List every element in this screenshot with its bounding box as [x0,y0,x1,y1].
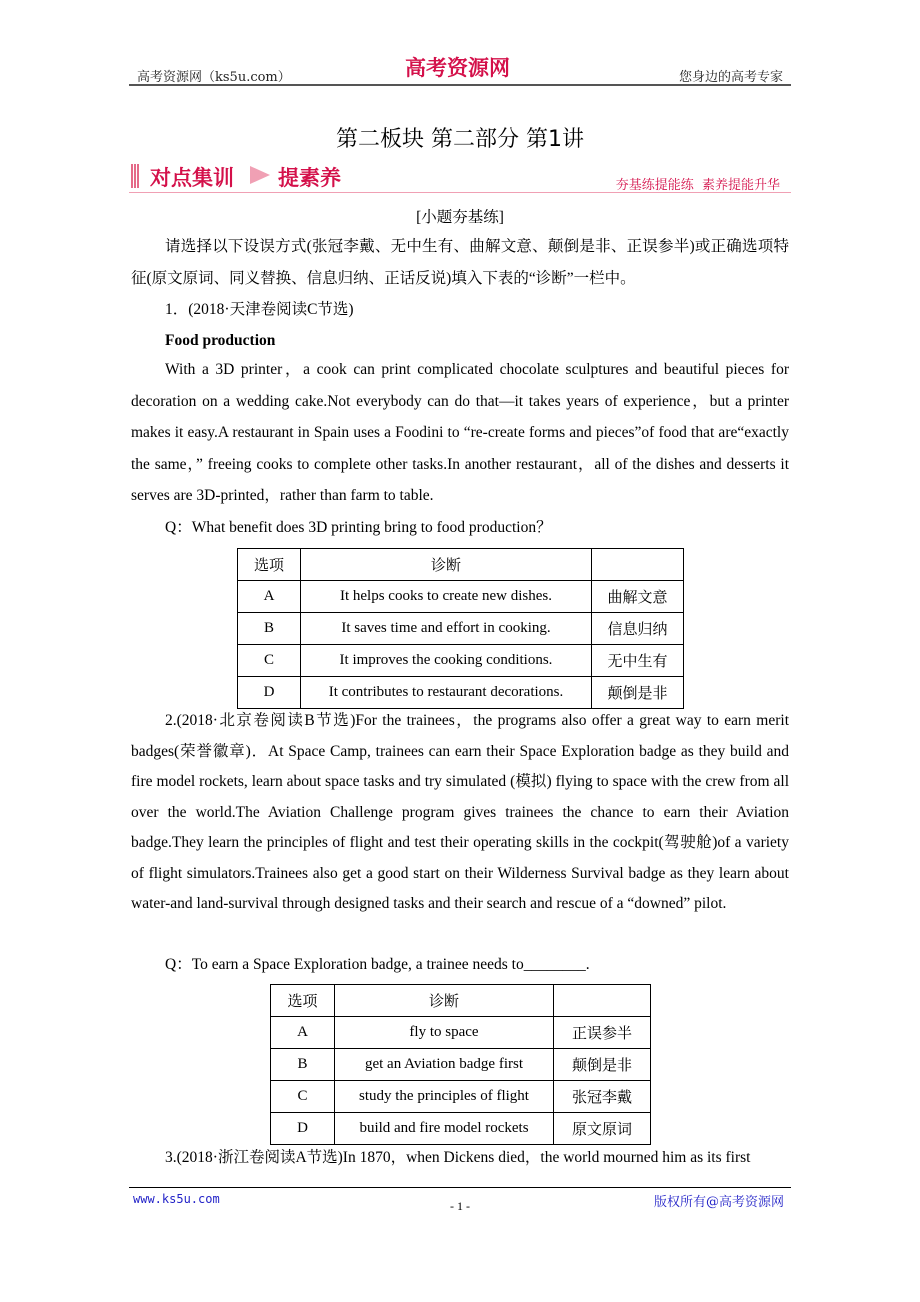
option-cell: C [238,645,301,677]
option-cell: C [271,1081,335,1113]
table-row [271,1049,651,1081]
diagnosis-cell: 颠倒是非 [592,677,684,709]
table-row [238,581,684,613]
banner-right: 提素养 [278,166,341,190]
banner-rule [129,192,791,193]
table-row [238,645,684,677]
footer-copyright: 版权所有@高考资源网 [653,1195,784,1210]
header-slogan: 您身边的高考专家 [678,70,783,85]
diagnosis-cell: 颠倒是非 [554,1049,651,1081]
option-text: It saves time and effort in cooking. [301,613,592,645]
option-text: It helps cooks to create new dishes. [301,581,592,613]
q1-heading: Food production [165,332,276,349]
option-cell: B [238,613,301,645]
table-header [592,549,684,581]
banner-bar-icon [131,164,139,188]
diagnosis-cell: 信息归纳 [592,613,684,645]
table-header-row [238,549,684,581]
diagnosis-cell: 无中生有 [592,645,684,677]
q1-source: 1．(2018·天津卷阅读C节选) [165,301,354,318]
table-header-row [271,985,651,1017]
option-text: It contributes to restaurant decorations. [301,677,592,709]
diagnosis-cell: 原文原词 [554,1113,651,1145]
table-header [554,985,651,1017]
section-label: [小题夯基练] [416,209,504,226]
table-header: 诊断 [301,549,592,581]
table-header: 诊断 [335,985,554,1017]
table-row [271,1017,651,1049]
option-text: It improves the cooking conditions. [301,645,592,677]
header-site-name: 高考资源网（ks5u.com） [137,70,291,85]
diagnosis-cell: 正误参半 [554,1017,651,1049]
option-cell: A [271,1017,335,1049]
q2-table [270,984,651,1145]
q1-table [237,548,684,709]
arrow-icon [250,166,270,184]
diagnosis-cell: 曲解文意 [592,581,684,613]
table-header: 选项 [238,549,301,581]
page-title: 第二板块 第二部分 第1讲 [336,127,584,152]
option-text: get an Aviation badge first [335,1049,554,1081]
option-cell: D [271,1113,335,1145]
header-rule [129,84,791,86]
header-logo: 高考资源网 [405,55,510,80]
option-text: build and fire model rockets [335,1113,554,1145]
instruction: 请选择以下设误方式(张冠李戴、无中生有、曲解文意、颠倒是非、正误参半)或正确选项特征(原文原词、同义替换、信息归纳、正话反说)填入下表的“诊断”一栏中。 [131,238,789,287]
q2-passage: 2.(2018·北京卷阅读B节选)For the trainees，the programs also offer a great way to earn merit badges(荣誉徽章)．At Space Camp, trainees can earn their Space Exploration badge as they build and fire model rockets, learn about space tasks and try simulated (模拟) flying to space with the crew from all over the world.The Aviation Challenge program gives trainees the chance to earn their Aviation badge.They learn the principles of flight and test their operating skills in the cockpit(驾驶舱)of a variety of flight simulators.Trainees also get a good start on their Wilderness Survival badge as they learn about water-and land-survival through designed tasks and their search and rescue of a “downed” pilot. [131,712,789,912]
diagnosis-cell: 张冠李戴 [554,1081,651,1113]
footer-link[interactable]: www.ks5u.com [133,1192,220,1206]
footer-rule [129,1187,791,1188]
table-row [238,677,684,709]
q1-passage: With a 3D printer，a cook can print complicated chocolate sculptures and beautiful pieces for decoration on a wedding cake.Not everybody can do that—it takes years of experience，but a printer makes it easy.A restaurant in Spain uses a Foodini to “re-create forms and pieces”of food that are“exactly the same，” freeing cooks to complete other tasks.In another restaurant，all of the dishes and desserts it serves are 3D-printed，rather than farm to table. [131,361,789,504]
option-cell: B [271,1049,335,1081]
option-text: fly to space [335,1017,554,1049]
page-number: - 1 - [450,1199,470,1213]
table-row [271,1081,651,1113]
q1-question: Q：What benefit does 3D printing bring to food production？ [165,519,552,536]
option-cell: D [238,677,301,709]
table-header: 选项 [271,985,335,1017]
banner-left: 对点集训 [150,166,234,190]
q2-question: Q：To earn a Space Exploration badge, a trainee needs to________. [165,956,590,973]
option-cell: A [238,581,301,613]
table-row [238,613,684,645]
table-row [271,1113,651,1145]
q3-passage: 3.(2018·浙江卷阅读A节选)In 1870，when Dickens died，the world mourned him as its first [165,1149,751,1166]
option-text: study the principles of flight [335,1081,554,1113]
banner-slogan: 夯基练提能练 素养提能升华 [615,178,780,193]
